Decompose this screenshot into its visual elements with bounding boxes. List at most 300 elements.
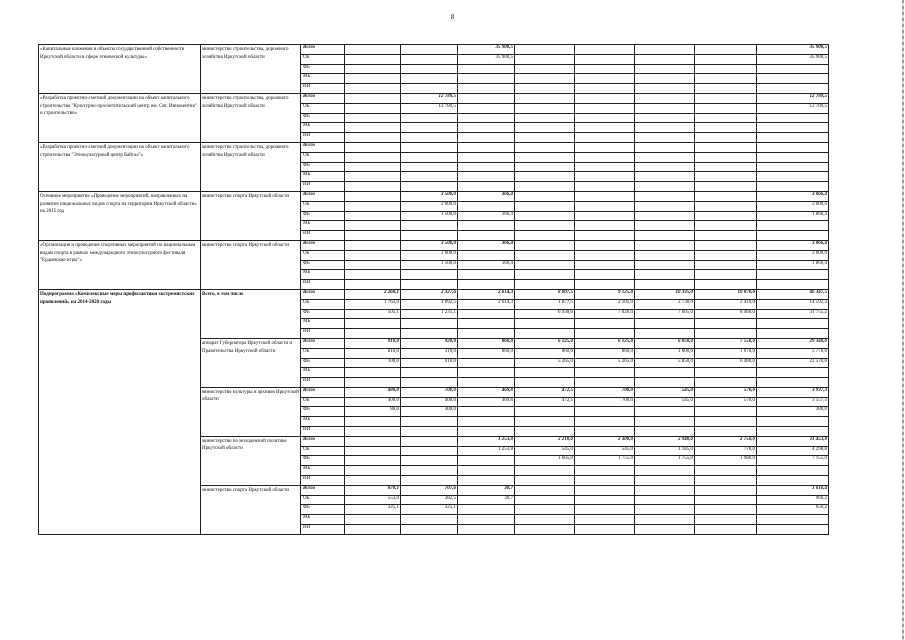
- funding-source-cell: ФБ: [301, 211, 345, 221]
- amount-cell: [458, 427, 515, 437]
- funding-source-cell: ОБ: [301, 152, 345, 162]
- amount-cell: [635, 221, 695, 231]
- amount-cell: [345, 142, 401, 152]
- funding-source-cell: Всего: [301, 485, 345, 495]
- amount-cell: [575, 221, 635, 231]
- amount-cell: [757, 123, 829, 133]
- amount-cell: [695, 123, 757, 133]
- amount-cell: [635, 495, 695, 505]
- amount-cell: 10 870,0: [695, 289, 757, 299]
- amount-cell: [401, 182, 458, 192]
- amount-cell: [458, 93, 515, 103]
- responsible-executor: Всего, в том числе: [201, 289, 301, 338]
- amount-cell: [575, 319, 635, 329]
- amount-cell: 472,5: [515, 397, 575, 407]
- funding-source-cell: МБ: [301, 417, 345, 427]
- amount-cell: [757, 378, 829, 388]
- amount-cell: 6 930,0: [515, 309, 575, 319]
- amount-cell: [635, 231, 695, 241]
- amount-cell: [695, 250, 757, 260]
- amount-cell: 310,0: [401, 348, 458, 358]
- amount-cell: [695, 93, 757, 103]
- amount-cell: [635, 485, 695, 495]
- amount-cell: [635, 64, 695, 74]
- funding-source-cell: ОБ: [301, 397, 345, 407]
- budget-table: [38, 44, 829, 535]
- amount-cell: [575, 123, 635, 133]
- amount-cell: 650,2: [757, 505, 829, 515]
- amount-cell: 1 866,4: [757, 211, 829, 221]
- funding-source-cell: ИИ: [301, 525, 345, 535]
- amount-cell: [695, 280, 757, 290]
- amount-cell: [515, 466, 575, 476]
- amount-cell: [635, 505, 695, 515]
- amount-cell: [635, 427, 695, 437]
- amount-cell: [695, 505, 757, 515]
- amount-cell: [345, 152, 401, 162]
- funding-source-cell: ИИ: [301, 476, 345, 486]
- amount-cell: [345, 45, 401, 55]
- amount-cell: 12 789,5: [757, 103, 829, 113]
- amount-cell: [575, 260, 635, 270]
- amount-cell: [458, 74, 515, 84]
- funding-source-cell: ОБ: [301, 299, 345, 309]
- amount-cell: [757, 113, 829, 123]
- amount-cell: [345, 417, 401, 427]
- funding-source-cell: Всего: [301, 338, 345, 348]
- responsible-executor: министерство спорта Иркутской области: [201, 191, 301, 240]
- activity-description: «Капитальные вложения в объекты государственной собственности Иркутской области в сфере этнической культуры»: [39, 45, 201, 94]
- funding-source-cell: Всего: [301, 93, 345, 103]
- amount-cell: 610,0: [401, 358, 458, 368]
- amount-cell: [458, 84, 515, 94]
- amount-cell: [695, 162, 757, 172]
- amount-cell: [635, 270, 695, 280]
- amount-cell: [695, 191, 757, 201]
- amount-cell: [575, 54, 635, 64]
- amount-cell: [575, 466, 635, 476]
- amount-cell: 2 300,0: [575, 436, 635, 446]
- amount-cell: [345, 221, 401, 231]
- amount-cell: 920,0: [401, 338, 458, 348]
- amount-cell: 35 900,5: [757, 45, 829, 55]
- amount-cell: [515, 201, 575, 211]
- amount-cell: [575, 515, 635, 525]
- amount-cell: [345, 446, 401, 456]
- amount-cell: [401, 74, 458, 84]
- amount-cell: [515, 93, 575, 103]
- amount-cell: 2 210,0: [515, 436, 575, 446]
- amount-cell: [515, 270, 575, 280]
- amount-cell: [401, 162, 458, 172]
- activity-description: «Организация и проведение спортивных мероприятий по национальным видам спорта в рамках международного этнокультурного фестиваля "Ердынские игры"»: [39, 240, 201, 289]
- amount-cell: 860,0: [458, 348, 515, 358]
- amount-cell: [695, 133, 757, 143]
- amount-cell: [345, 211, 401, 221]
- amount-cell: 12 789,5: [757, 93, 829, 103]
- amount-cell: [695, 378, 757, 388]
- amount-cell: [635, 211, 695, 221]
- amount-cell: [458, 368, 515, 378]
- amount-cell: [635, 93, 695, 103]
- amount-cell: [345, 329, 401, 339]
- budget-table-body: [39, 45, 829, 535]
- amount-cell: [458, 358, 515, 368]
- amount-cell: [757, 74, 829, 84]
- amount-cell: [635, 515, 695, 525]
- amount-cell: [695, 221, 757, 231]
- amount-cell: [575, 476, 635, 486]
- amount-cell: [757, 231, 829, 241]
- amount-cell: [575, 74, 635, 84]
- amount-cell: 35 900,5: [757, 54, 829, 64]
- amount-cell: [515, 515, 575, 525]
- amount-cell: [635, 280, 695, 290]
- amount-cell: [575, 152, 635, 162]
- amount-cell: [575, 280, 635, 290]
- amount-cell: 8 460,0: [695, 309, 757, 319]
- amount-cell: [401, 54, 458, 64]
- amount-cell: [695, 182, 757, 192]
- amount-cell: 2 105,0: [575, 299, 635, 309]
- amount-cell: [757, 182, 829, 192]
- amount-cell: [458, 476, 515, 486]
- amount-cell: 400,0: [345, 397, 401, 407]
- amount-cell: [515, 407, 575, 417]
- amount-cell: 12 789,5: [401, 103, 458, 113]
- amount-cell: 23 570,0: [757, 358, 829, 368]
- amount-cell: [515, 417, 575, 427]
- funding-source-cell: ОБ: [301, 250, 345, 260]
- amount-cell: [695, 113, 757, 123]
- amount-cell: 469,8: [458, 387, 515, 397]
- amount-cell: [757, 476, 829, 486]
- amount-cell: 480,0: [345, 387, 401, 397]
- amount-cell: [695, 211, 757, 221]
- amount-cell: 6 850,0: [635, 338, 695, 348]
- activity-description: «Разработка проектно-сметной документации на объект капитального строительства "Культурно-просветительский центр им. Свт. Иннокентия" и строительство»: [39, 93, 201, 142]
- amount-cell: [575, 407, 635, 417]
- funding-source-cell: ФБ: [301, 407, 345, 417]
- amount-cell: 1 877,5: [515, 299, 575, 309]
- amount-cell: [515, 476, 575, 486]
- amount-cell: [695, 525, 757, 535]
- amount-cell: [575, 270, 635, 280]
- amount-cell: 382,5: [401, 495, 458, 505]
- funding-source-cell: Всего: [301, 387, 345, 397]
- table-row: [39, 45, 829, 55]
- amount-cell: [345, 476, 401, 486]
- amount-cell: [515, 123, 575, 133]
- amount-cell: [575, 64, 635, 74]
- amount-cell: [635, 74, 695, 84]
- amount-cell: [515, 495, 575, 505]
- amount-cell: [345, 74, 401, 84]
- amount-cell: [458, 319, 515, 329]
- scan-edge: [902, 0, 904, 640]
- amount-cell: [458, 221, 515, 231]
- amount-cell: 469,8: [458, 397, 515, 407]
- amount-cell: [695, 466, 757, 476]
- amount-cell: 5 770,0: [757, 348, 829, 358]
- amount-cell: [515, 74, 575, 84]
- amount-cell: [345, 123, 401, 133]
- amount-cell: [575, 495, 635, 505]
- amount-cell: [458, 152, 515, 162]
- amount-cell: 2 940,0: [635, 436, 695, 446]
- amount-cell: [401, 221, 458, 231]
- responsible-executor: министерство спорта Иркутской области: [201, 485, 301, 534]
- amount-cell: [635, 417, 695, 427]
- amount-cell: [345, 54, 401, 64]
- funding-source-cell: ОБ: [301, 495, 345, 505]
- amount-cell: [458, 329, 515, 339]
- amount-cell: [695, 74, 757, 84]
- amount-cell: 12 789,5: [401, 93, 458, 103]
- amount-cell: [345, 319, 401, 329]
- amount-cell: [695, 260, 757, 270]
- funding-source-cell: МБ: [301, 172, 345, 182]
- amount-cell: [695, 240, 757, 250]
- amount-cell: 2 000,0: [401, 201, 458, 211]
- amount-cell: [695, 142, 757, 152]
- amount-cell: [575, 201, 635, 211]
- amount-cell: [345, 64, 401, 74]
- funding-source-cell: ФБ: [301, 309, 345, 319]
- table-row: [39, 240, 829, 250]
- amount-cell: 2 410,0: [695, 299, 757, 309]
- amount-cell: 3 557,3: [757, 397, 829, 407]
- amount-cell: 707,6: [401, 485, 458, 495]
- funding-source-cell: ОБ: [301, 103, 345, 113]
- funding-source-cell: ИИ: [301, 133, 345, 143]
- amount-cell: [695, 84, 757, 94]
- amount-cell: [401, 270, 458, 280]
- amount-cell: [635, 162, 695, 172]
- amount-cell: [575, 250, 635, 260]
- amount-cell: 966,2: [757, 495, 829, 505]
- amount-cell: [757, 152, 829, 162]
- amount-cell: [695, 485, 757, 495]
- amount-cell: [635, 466, 695, 476]
- amount-cell: [458, 525, 515, 535]
- table-row: [39, 191, 829, 201]
- amount-cell: [575, 191, 635, 201]
- amount-cell: [345, 93, 401, 103]
- amount-cell: [401, 476, 458, 486]
- amount-cell: [458, 270, 515, 280]
- amount-cell: [695, 64, 757, 74]
- amount-cell: 3 866,4: [757, 240, 829, 250]
- amount-cell: 1 665,0: [515, 456, 575, 466]
- amount-cell: [635, 240, 695, 250]
- amount-cell: [458, 162, 515, 172]
- amount-cell: 1 000,0: [635, 348, 695, 358]
- amount-cell: 325,1: [345, 505, 401, 515]
- amount-cell: 10 335,0: [635, 289, 695, 299]
- amount-cell: 46 347,5: [757, 289, 829, 299]
- amount-cell: 1 185,0: [635, 446, 695, 456]
- amount-cell: 6 125,0: [575, 338, 635, 348]
- amount-cell: [575, 133, 635, 143]
- amount-cell: [401, 172, 458, 182]
- amount-cell: 1 980,0: [695, 456, 757, 466]
- amount-cell: 2 327,6: [401, 289, 458, 299]
- amount-cell: [515, 172, 575, 182]
- funding-source-cell: ИИ: [301, 280, 345, 290]
- amount-cell: 545,0: [635, 387, 695, 397]
- amount-cell: [515, 280, 575, 290]
- amount-cell: [345, 172, 401, 182]
- amount-cell: [458, 378, 515, 388]
- amount-cell: 30,7: [458, 495, 515, 505]
- amount-cell: [515, 250, 575, 260]
- amount-cell: 2 000,0: [757, 250, 829, 260]
- amount-cell: [345, 378, 401, 388]
- amount-cell: [635, 250, 695, 260]
- amount-cell: 6 480,0: [695, 358, 757, 368]
- amount-cell: [515, 378, 575, 388]
- amount-cell: 770,0: [695, 446, 757, 456]
- funding-source-cell: ОБ: [301, 201, 345, 211]
- funding-source-cell: ФБ: [301, 64, 345, 74]
- amount-cell: 3 500,0: [401, 191, 458, 201]
- amount-cell: [635, 525, 695, 535]
- amount-cell: 7 550,0: [695, 338, 757, 348]
- amount-cell: [401, 133, 458, 143]
- amount-cell: [515, 162, 575, 172]
- amount-cell: [515, 211, 575, 221]
- amount-cell: [345, 515, 401, 525]
- funding-source-cell: ИИ: [301, 231, 345, 241]
- amount-cell: [345, 260, 401, 270]
- responsible-executor: министерство культуры и архивов Иркутской области: [201, 387, 301, 436]
- amount-cell: [515, 103, 575, 113]
- amount-cell: 6 125,0: [515, 338, 575, 348]
- funding-source-cell: Всего: [301, 436, 345, 446]
- amount-cell: [458, 182, 515, 192]
- amount-cell: 1 866,4: [757, 260, 829, 270]
- funding-source-cell: ИИ: [301, 84, 345, 94]
- funding-source-cell: ФБ: [301, 162, 345, 172]
- amount-cell: 35 900,5: [458, 54, 515, 64]
- activity-description: Основное мероприятие «Проведение мероприятий, направленных на развитие национальных видов спорта на территории Иркутской области» на 2015 год: [39, 191, 201, 240]
- amount-cell: 2 750,0: [695, 436, 757, 446]
- amount-cell: [345, 427, 401, 437]
- amount-cell: 2 614,3: [458, 299, 515, 309]
- amount-cell: [695, 319, 757, 329]
- funding-source-cell: ИИ: [301, 329, 345, 339]
- amount-cell: [345, 182, 401, 192]
- amount-cell: [345, 525, 401, 535]
- table-row: [39, 289, 829, 299]
- amount-cell: [695, 152, 757, 162]
- amount-cell: [575, 93, 635, 103]
- amount-cell: 29 340,0: [757, 338, 829, 348]
- funding-source-cell: МБ: [301, 123, 345, 133]
- amount-cell: [757, 221, 829, 231]
- amount-cell: 2 614,3: [458, 289, 515, 299]
- amount-cell: 1 235,1: [401, 309, 458, 319]
- amount-cell: 7 020,0: [575, 309, 635, 319]
- funding-source-cell: ОБ: [301, 348, 345, 358]
- funding-source-cell: Всего: [301, 191, 345, 201]
- amount-cell: [575, 417, 635, 427]
- activity-description: «Разработка проектно-сметной документации на объект капитального строительства "Этнокультурный центр Байгал"»: [39, 142, 201, 191]
- amount-cell: [458, 64, 515, 74]
- amount-cell: 1 763,0: [345, 299, 401, 309]
- funding-source-cell: ФБ: [301, 358, 345, 368]
- amount-cell: [575, 103, 635, 113]
- amount-cell: [401, 446, 458, 456]
- amount-cell: 7 155,0: [757, 456, 829, 466]
- amount-cell: [458, 407, 515, 417]
- amount-cell: [575, 182, 635, 192]
- amount-cell: [757, 64, 829, 74]
- amount-cell: [635, 319, 695, 329]
- funding-source-cell: Всего: [301, 45, 345, 55]
- amount-cell: [515, 329, 575, 339]
- amount-cell: 1 500,0: [401, 211, 458, 221]
- responsible-executor: аппарат Губернатора Иркутской области и Правительства Иркутской области: [201, 338, 301, 387]
- amount-cell: 1 616,4: [757, 485, 829, 495]
- amount-cell: [575, 84, 635, 94]
- subprogram-title: Подпрограмма «Комплексные меры профилактики экстремистских проявлений» на 2014-2020 годы: [39, 289, 201, 534]
- amount-cell: [635, 378, 695, 388]
- amount-cell: [458, 231, 515, 241]
- amount-cell: [401, 45, 458, 55]
- amount-cell: 2 730,0: [635, 299, 695, 309]
- amount-cell: 700,0: [401, 387, 458, 397]
- amount-cell: [575, 113, 635, 123]
- amount-cell: [345, 113, 401, 123]
- funding-source-cell: ФБ: [301, 505, 345, 515]
- amount-cell: [345, 270, 401, 280]
- amount-cell: [515, 191, 575, 201]
- amount-cell: [575, 427, 635, 437]
- amount-cell: [695, 231, 757, 241]
- amount-cell: [635, 172, 695, 182]
- amount-cell: [575, 172, 635, 182]
- amount-cell: [757, 368, 829, 378]
- amount-cell: 700,0: [575, 397, 635, 407]
- funding-source-cell: МБ: [301, 515, 345, 525]
- amount-cell: 860,0: [575, 348, 635, 358]
- amount-cell: [757, 172, 829, 182]
- amount-cell: [635, 407, 695, 417]
- amount-cell: 545,0: [635, 397, 695, 407]
- amount-cell: [635, 133, 695, 143]
- amount-cell: [635, 201, 695, 211]
- amount-cell: 1 092,5: [401, 299, 458, 309]
- amount-cell: [757, 133, 829, 143]
- amount-cell: [401, 123, 458, 133]
- amount-cell: 366,4: [458, 240, 515, 250]
- amount-cell: [695, 329, 757, 339]
- amount-cell: 30,7: [458, 485, 515, 495]
- funding-source-cell: ОБ: [301, 54, 345, 64]
- amount-cell: [401, 142, 458, 152]
- amount-cell: [695, 495, 757, 505]
- amount-cell: [757, 162, 829, 172]
- responsible-executor: министерство строительства, дорожного хозяйства Иркутской области: [201, 93, 301, 142]
- amount-cell: 553,0: [345, 495, 401, 505]
- amount-cell: 1 070,0: [695, 348, 757, 358]
- amount-cell: [757, 525, 829, 535]
- amount-cell: 325,1: [401, 505, 458, 515]
- amount-cell: [635, 84, 695, 94]
- amount-cell: [401, 231, 458, 241]
